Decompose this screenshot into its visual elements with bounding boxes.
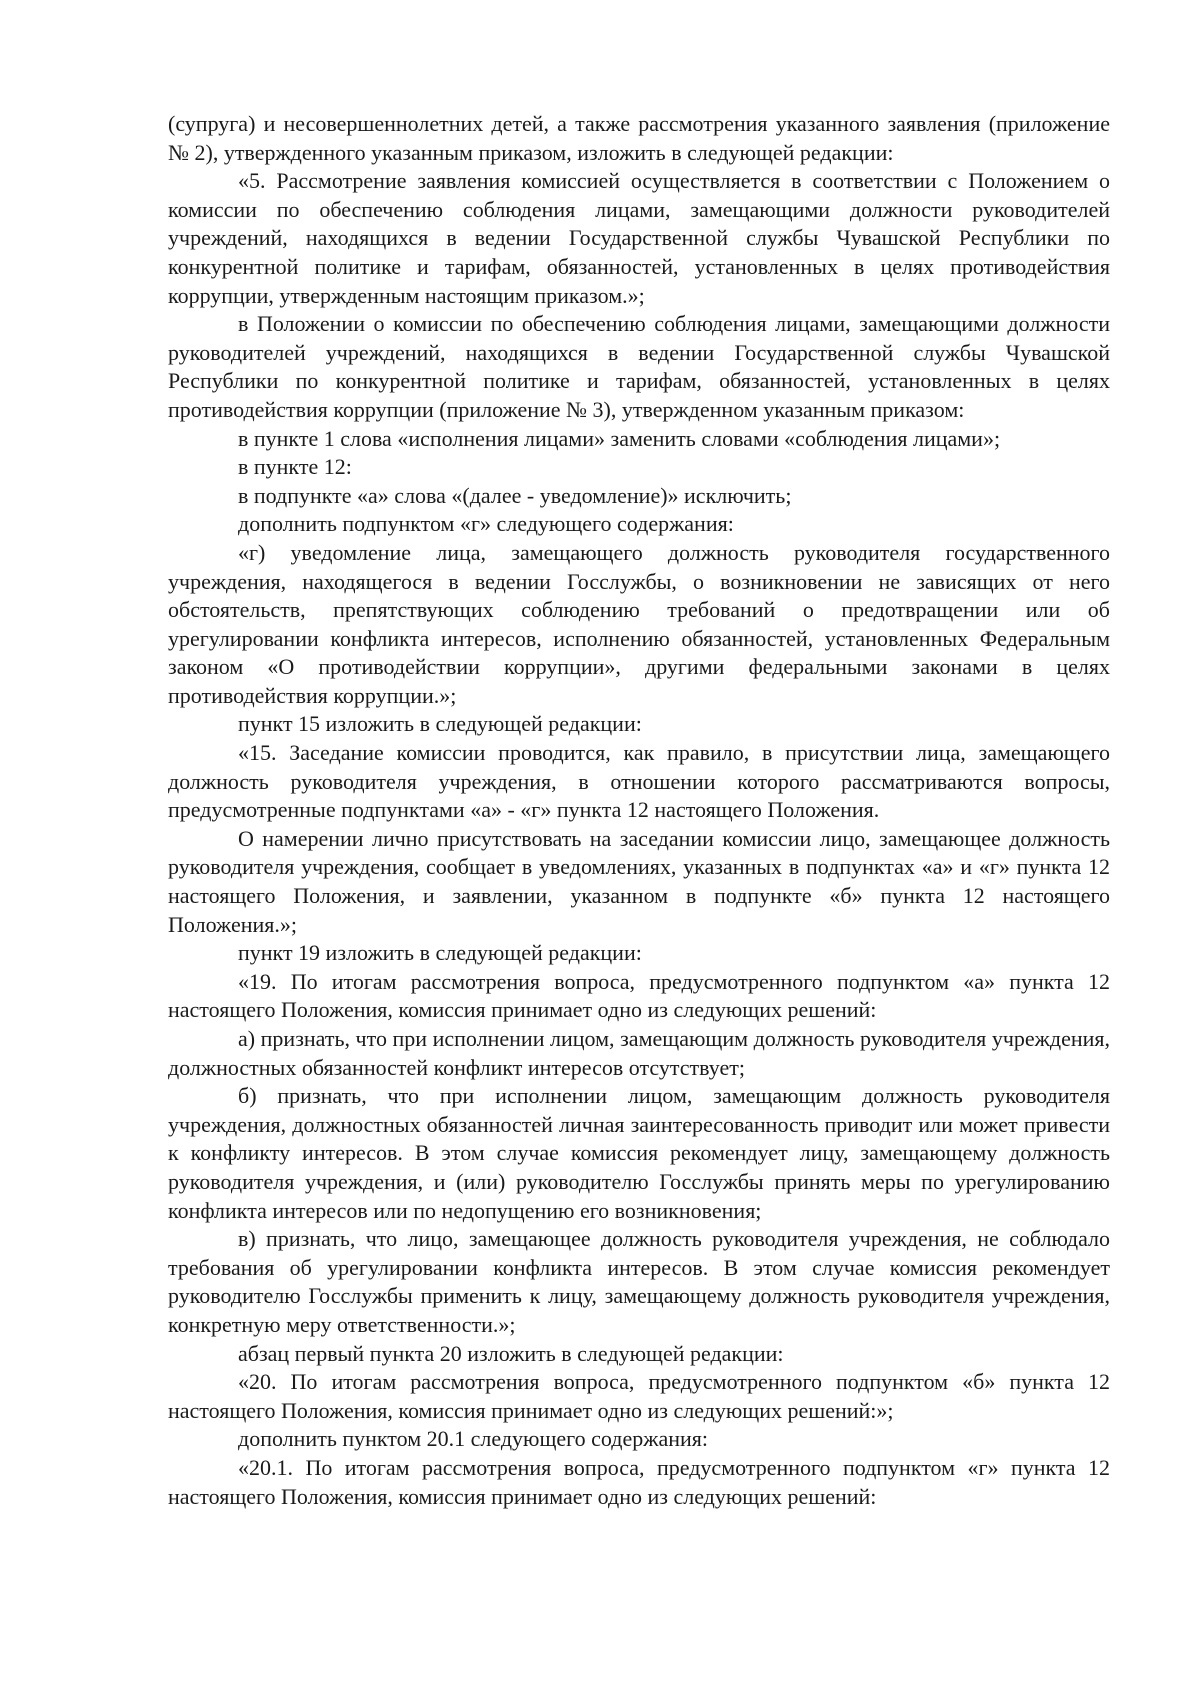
paragraph: «19. По итогам рассмотрения вопроса, предусмотренного подпунктом «а» пункта 12 настоящего Положения, комиссия принимает одно из следующих решений: [168,968,1110,1023]
paragraph: «5. Рассмотрение заявления комиссией осуществляется в соответствии с Положением о комиссии по обеспечению соблюдения лицами, замещающими должности руководителей учреждений, находящихся в ведении Государственной службы Чувашской Республики по конкурентной политике и тарифам, обязанностей, установленных в целях противодействия коррупции, утвержденным настоящим приказом.»; [168,168,1110,308]
paragraph: О намерении лично присутствовать на заседании комиссии лицо, замещающее должность руководителя учреждения, сообщает в уведомлениях, указанных в подпунктах «а» и «г» пункта 12 настоящего Положения, и заявлении, указанном в подпункте «б» пункта 12 настоящего Положения.»; [168,825,1110,937]
paragraph: в подпункте «а» слова «(далее - уведомление)» исключить; [238,482,792,508]
paragraph: в пункте 1 слова «исполнения лицами» заменить словами «соблюдения лицами»; [238,425,1001,451]
paragraph: в пункте 12: [238,454,352,480]
paragraph: дополнить пунктом 20.1 следующего содержания: [238,1426,708,1452]
paragraph: «20.1. По итогам рассмотрения вопроса, предусмотренного подпунктом «г» пункта 12 настоящего Положения, комиссия принимает одно из следующих решений: [168,1454,1110,1509]
paragraph: абзац первый пункта 20 изложить в следующей редакции: [238,1340,784,1366]
paragraph: дополнить подпунктом «г» следующего содержания: [238,511,734,537]
paragraph: а) признать, что при исполнении лицом, замещающим должность руководителя учреждения, должностных обязанностей конфликт интересов отсутствует; [168,1026,1110,1080]
paragraph: пункт 19 изложить в следующей редакции: [238,940,642,966]
paragraph: «г) уведомление лица, замещающего должность руководителя государственного учреждения, находящегося в ведении Госслужбы, о возникновении не зависящих от него обстоятельств, препятствующих соблюдению требований о предотвращении или об урегулировании конфликта интересов, исполнению обязанностей, установленных Федеральным законом «О противодействии коррупции», другими федеральными законами в целях противодействия коррупции.»; [168,539,1110,708]
paragraph: б) признать, что при исполнении лицом, замещающим должность руководителя учреждения, должностных обязанностей личная заинтересованность приводит или может привести к конфликту интересов. В этом случае комиссия рекомендует лицу, замещающему должность руководителя учреждения, и (или) руководителю Госслужбы принять меры по урегулированию конфликта интересов или по недопущению его возникновения; [168,1083,1110,1223]
document-body [168,110,1110,1511]
paragraph: «20. По итогам рассмотрения вопроса, предусмотренного подпунктом «б» пункта 12 настоящего Положения, комиссия принимает одно из следующих решений:»; [168,1369,1110,1423]
paragraph: (супруга) и несовершеннолетних детей, а также рассмотрения указанного заявления (приложение № 2), утвержденного указанным приказом, изложить в следующей редакции: [168,111,1110,165]
paragraph: пункт 15 изложить в следующей редакции: [238,711,642,737]
paragraph: в) признать, что лицо, замещающее должность руководителя учреждения, не соблюдало требования об урегулировании конфликта интересов. В этом случае комиссия рекомендует руководителю Госслужбы применить к лицу, замещающему должность руководителя учреждения, конкретную меру ответственности.»; [168,1226,1110,1337]
paragraph: «15. Заседание комиссии проводится, как правило, в присутствии лица, замещающего должность руководителя учреждения, в отношении которого рассматриваются вопросы, предусмотренные подпунктами «а» - «г» пункта 12 настоящего Положения. [168,740,1110,823]
paragraph: в Положении о комиссии по обеспечению соблюдения лицами, замещающими должности руководителей учреждений, находящихся в ведении Государственной службы Чувашской Республики по конкурентной политике и тарифам, обязанностей, установленных в целях противодействия коррупции (приложение № 3), утвержденном указанным приказом: [168,311,1110,422]
